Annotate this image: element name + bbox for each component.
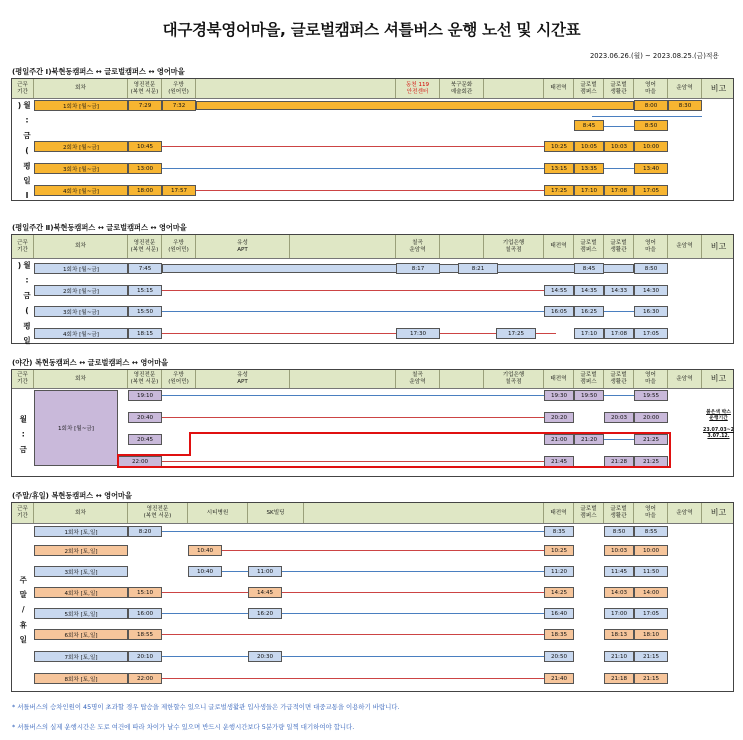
time-cell: 20:30	[248, 651, 282, 662]
time-cell: 20:10	[128, 651, 162, 662]
trip-label: 3회차 [토,일]	[34, 566, 128, 577]
time-cell: 10:00	[634, 141, 668, 152]
time-cell: 19:30	[544, 390, 574, 401]
time-cell: 10:25	[544, 141, 574, 152]
time-cell: 10:45	[128, 141, 162, 152]
time-cell: 11:45	[604, 566, 634, 577]
section2-table	[11, 234, 734, 344]
time-cell: 8:20	[128, 526, 162, 537]
hdr-unam: 운암역	[668, 503, 702, 523]
trip-label: 6회차 [토,일]	[34, 629, 128, 640]
hdr-english-village: 영어 마을	[634, 235, 668, 258]
time-cell: 21:10	[604, 651, 634, 662]
trip-label: 1회차 [월~금]	[34, 263, 128, 274]
hdr-period: 근무 기간	[12, 370, 34, 388]
hdr-ibk: 기업은행 칠곡점	[484, 235, 544, 258]
trip-label: 4회차 [월~금]	[34, 328, 128, 339]
section2-title: (평일주간 Ⅱ)북현동캠퍼스 ↔ 글로벌캠퍼스 ↔ 영어마을	[12, 223, 187, 232]
time-cell: 20:40	[128, 412, 162, 423]
hdr-yeongjin: 영진전문 (복현 서문)	[128, 503, 188, 523]
time-cell: 17:10	[574, 328, 604, 339]
time-cell: 10:00	[634, 545, 668, 556]
section1-header	[12, 79, 733, 99]
time-cell: 17:25	[544, 185, 574, 196]
time-cell: 8:50	[634, 263, 668, 274]
hdr-round: 회차	[34, 79, 128, 98]
note-capacity: * 셔틀버스의 승차인원이 45명이 초과할 경우 탑승을 제한할수 있으니 글로벌생활관 입사생들은 가급적이면 대중교통을 이용하기 바랍니다.	[12, 703, 400, 711]
page-title: 대구경북영어마을, 글로벌캠퍼스 셔틀버스 운행 노선 및 시간표	[162, 21, 581, 39]
time-cell: 21:20	[574, 434, 604, 445]
time-cell: 16:00	[128, 608, 162, 619]
trip-label: 3회차 [월~금]	[34, 306, 128, 317]
hdr-yeongjin: 영진전문 (복현 서문)	[128, 235, 162, 258]
section4-title: (주말/휴일) 복현동캠퍼스 ↔ 영어마을	[12, 491, 132, 500]
time-cell: 8:17	[396, 263, 440, 274]
trip-label: 3회차 [월~금]	[34, 163, 128, 174]
time-cell: 10:40	[188, 545, 222, 556]
hdr-remark: 비고	[710, 241, 727, 251]
hdr-period: 근무 기간	[12, 79, 34, 98]
time-cell: 14:55	[544, 285, 574, 296]
hdr-unam: 운암역	[668, 79, 702, 98]
time-cell: 17:10	[574, 185, 604, 196]
hdr-woobang: 우방 (원어민)	[162, 235, 196, 258]
time-cell: 21:25	[634, 456, 668, 467]
time-cell: 8:50	[604, 526, 634, 537]
section2-header	[12, 235, 733, 259]
time-cell: 8:35	[544, 526, 574, 537]
time-cell: 19:55	[634, 390, 668, 401]
time-cell: 18:55	[128, 629, 162, 640]
remark-note: 붉은색 박스 운행기간 23.07.03~2 3.07.12.	[702, 410, 735, 439]
time-cell: 17:00	[604, 608, 634, 619]
hdr-period: 근무 기간	[12, 235, 34, 258]
hdr-global-dorm: 글로벌 생활관	[604, 503, 634, 523]
time-cell: 13:00	[128, 163, 162, 174]
trip-label: 1회차 [월~금]	[34, 100, 128, 111]
trip-label: 5회차 [토,일]	[34, 608, 128, 619]
time-cell: 21:18	[604, 673, 634, 684]
time-cell: 17:08	[604, 185, 634, 196]
hdr-round: 회차	[34, 503, 128, 523]
hdr-chilgok: 칠곡 운암역	[396, 235, 440, 258]
note-timing: * 셔틀버스의 실제 운행시간은 도로 여건에 따라 차이가 날수 있으며 반드시 운행시간보다 5분가량 일찍 대기하여야 합니다.	[12, 723, 355, 731]
hdr-ibk: 기업은행 칠곡점	[484, 370, 544, 388]
time-cell: 10:03	[604, 141, 634, 152]
time-cell: 20:20	[544, 412, 574, 423]
time-cell: 17:05	[634, 608, 668, 619]
time-cell: 13:15	[544, 163, 574, 174]
time-cell: 20:03	[604, 412, 634, 423]
hdr-dongcheon: 동천 119 안전센터	[396, 79, 440, 98]
time-cell: 21:15	[634, 673, 668, 684]
time-cell: 7:32	[162, 100, 196, 111]
hdr-english-village: 영어 마을	[634, 503, 668, 523]
time-cell: 16:30	[634, 306, 668, 317]
time-cell: 14:30	[634, 285, 668, 296]
time-cell: 7:45	[128, 263, 162, 274]
hdr-english-village: 영어 마을	[634, 79, 668, 98]
time-cell: 11:50	[634, 566, 668, 577]
time-cell: 21:28	[604, 456, 634, 467]
trip-label: 2회차 [토,일]	[34, 545, 128, 556]
hdr-global-dorm: 글로벌 생활관	[604, 235, 634, 258]
hdr-global-campus: 글로벌 캠퍼스	[574, 370, 604, 388]
time-cell: 17:05	[634, 328, 668, 339]
time-cell: 18:13	[604, 629, 634, 640]
hdr-woobang: 우방 (원어민)	[162, 370, 196, 388]
day-label: 월 : 금 ( 평 일 Ⅰ )	[15, 101, 32, 199]
time-cell: 10:25	[544, 545, 574, 556]
hdr-global-campus: 글로벌 캠퍼스	[574, 235, 604, 258]
trip-label: 2회차 [월~금]	[34, 141, 128, 152]
day-label: 월 : 금	[18, 414, 28, 452]
hdr-remark: 비고	[710, 508, 727, 517]
time-cell: 21:45	[544, 456, 574, 467]
time-cell: 13:40	[634, 163, 668, 174]
time-cell: 17:08	[604, 328, 634, 339]
time-cell: 10:03	[604, 545, 634, 556]
trip-label: 2회차 [월~금]	[34, 285, 128, 296]
time-cell: 16:20	[248, 608, 282, 619]
time-cell: 10:40	[188, 566, 222, 577]
hdr-yuseong: 유성 APT	[196, 235, 290, 258]
time-cell: 21:40	[544, 673, 574, 684]
section1-title: (평일주간 Ⅰ)북현동캠퍼스 ↔ 글로벌캠퍼스 ↔ 영어마을	[12, 67, 185, 76]
hdr-global-campus: 글로벌 캠퍼스	[574, 79, 604, 98]
time-cell: 8:21	[458, 263, 498, 274]
time-cell: 15:10	[128, 587, 162, 598]
hdr-unam: 운암역	[668, 235, 702, 258]
hdr-round: 회차	[34, 370, 128, 388]
time-cell: 14:03	[604, 587, 634, 598]
hdr-woobang: 우방 (원어민)	[162, 79, 196, 98]
section1-table	[11, 78, 734, 201]
time-cell: 14:00	[634, 587, 668, 598]
section3-title: (야간) 복현동캠퍼스 ↔ 글로벌캠퍼스 ↔ 영어마을	[12, 358, 169, 367]
time-cell: 8:55	[634, 526, 668, 537]
time-cell: 20:50	[544, 651, 574, 662]
day-label: 주 말 / 휴 일	[18, 576, 28, 642]
day-label: 월 : 금 ( 평 일 )	[15, 261, 32, 343]
time-cell: 17:25	[496, 328, 536, 339]
time-cell: 14:25	[544, 587, 574, 598]
hdr-period: 근무 기간	[12, 503, 34, 523]
time-cell: 11:00	[248, 566, 282, 577]
time-cell: 22:00	[118, 456, 162, 467]
time-cell: 15:15	[128, 285, 162, 296]
time-cell: 8:45	[574, 263, 604, 274]
trip-label: 7회차 [토,일]	[34, 651, 128, 662]
time-cell: 8:30	[668, 100, 702, 111]
trip-label: 4회차 [월~금]	[34, 185, 128, 196]
section3-header	[12, 370, 733, 389]
time-cell: 8:50	[634, 120, 668, 131]
time-cell: 10:05	[574, 141, 604, 152]
time-cell: 18:15	[128, 328, 162, 339]
time-cell: 18:35	[544, 629, 574, 640]
time-cell: 16:40	[544, 608, 574, 619]
time-cell: 17:30	[396, 328, 440, 339]
time-cell: 13:35	[574, 163, 604, 174]
time-cell: 7:29	[128, 100, 162, 111]
hdr-taejeon: 태전역	[544, 79, 574, 98]
time-cell: 16:05	[544, 306, 574, 317]
time-cell: 19:10	[128, 390, 162, 401]
section4-header	[12, 503, 733, 524]
time-cell: 18:00	[128, 185, 162, 196]
time-cell: 17:05	[634, 185, 668, 196]
hdr-sk-building: SK빌딩	[248, 503, 304, 523]
time-cell: 14:33	[604, 285, 634, 296]
time-cell: 17:57	[162, 185, 196, 196]
red-highlight-box	[189, 432, 671, 455]
period-text: 2023.06.26.(월) ~ 2023.08.25.(금)적용	[589, 52, 719, 60]
hdr-chilgok: 칠곡 운암역	[396, 370, 440, 388]
hdr-taejeon: 태전역	[544, 370, 574, 388]
time-cell: 21:15	[634, 651, 668, 662]
hdr-remark: 비고	[710, 374, 727, 383]
time-cell: 14:35	[574, 285, 604, 296]
time-cell: 14:45	[248, 587, 282, 598]
time-cell: 20:00	[634, 412, 668, 423]
trip-label: 1회차 [토,일]	[34, 526, 128, 537]
time-cell: 20:45	[128, 434, 162, 445]
trip-label: 8회차 [토,일]	[34, 673, 128, 684]
time-cell: 21:25	[634, 434, 668, 445]
hdr-remark: 비고	[710, 83, 727, 93]
time-cell: 8:00	[634, 100, 668, 111]
hdr-yuseong: 유성 APT	[196, 370, 290, 388]
hdr-global-dorm: 글로벌 생활관	[604, 79, 634, 98]
hdr-round: 회차	[34, 235, 128, 258]
trip-label: 1회차 [월~금]	[34, 390, 118, 466]
hdr-taejeon: 태전역	[544, 503, 574, 523]
trip-label: 4회차 [토,일]	[34, 587, 128, 598]
hdr-unam: 운암역	[668, 370, 702, 388]
time-cell: 18:10	[634, 629, 668, 640]
hdr-yeongjin: 영진전문 (복현 서문)	[128, 370, 162, 388]
time-cell: 19:50	[574, 390, 604, 401]
hdr-english-village: 영어 마을	[634, 370, 668, 388]
time-cell: 11:20	[544, 566, 574, 577]
time-cell: 15:50	[128, 306, 162, 317]
hdr-global-campus: 글로벌 캠퍼스	[574, 503, 604, 523]
hdr-bukgu: 북구문화 예술회관	[440, 79, 484, 98]
section4-table	[11, 502, 734, 692]
section3-table	[11, 369, 734, 477]
time-cell: 16:25	[574, 306, 604, 317]
hdr-taejeon: 태전역	[544, 235, 574, 258]
time-cell: 22:00	[128, 673, 162, 684]
hdr-city-hospital: 시티병원	[188, 503, 248, 523]
hdr-yeongjin: 영진전문 (복현 서문)	[128, 79, 162, 98]
hdr-global-dorm: 글로벌 생활관	[604, 370, 634, 388]
time-cell: 21:00	[544, 434, 574, 445]
time-cell: 8:45	[574, 120, 604, 131]
